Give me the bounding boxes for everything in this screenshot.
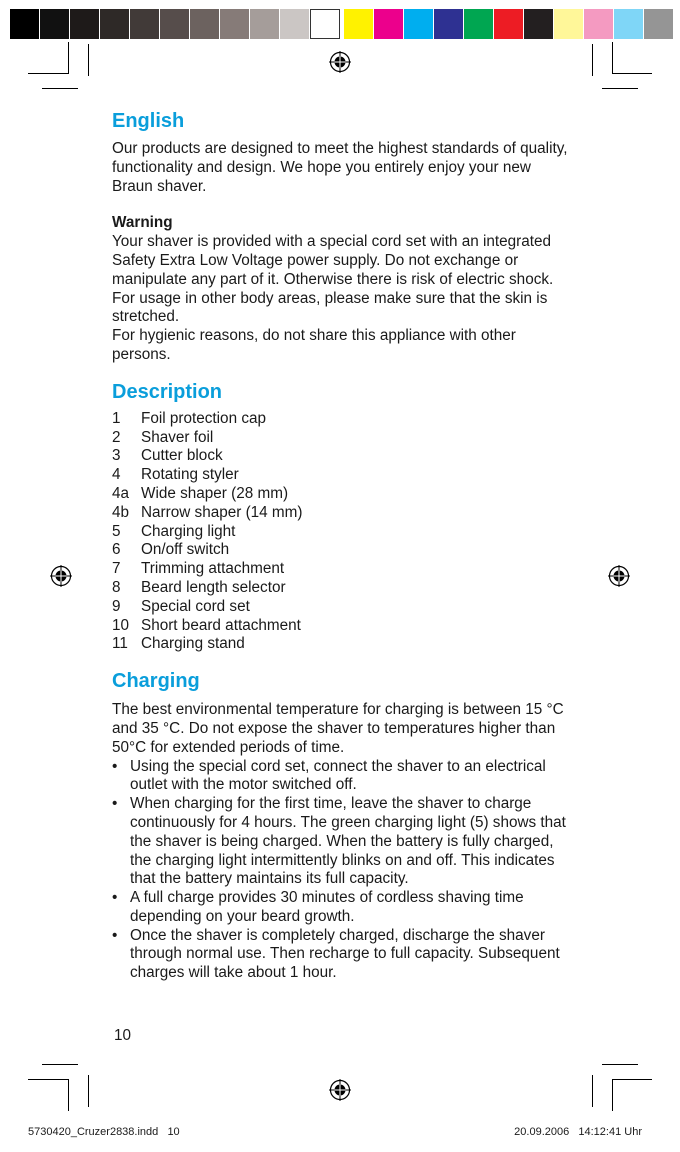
- bullet-item: [112, 758, 572, 796]
- crop-mark: [68, 42, 69, 74]
- item-number: 9: [112, 597, 121, 615]
- manual-page-content: [112, 108, 572, 983]
- color-bar-grayscale: [10, 9, 340, 39]
- footer-file-info: 5730420_Cruzer2838.indd 10: [28, 1126, 180, 1138]
- item-label: Beard length selector: [141, 578, 286, 596]
- color-swatch: [100, 9, 130, 39]
- description-item: [112, 579, 572, 598]
- item-label: Short beard attachment: [141, 616, 301, 634]
- description-item: [112, 410, 572, 429]
- description-item: [112, 447, 572, 466]
- description-item: [112, 541, 572, 560]
- description-item: [112, 635, 572, 654]
- crop-mark: [88, 1075, 89, 1107]
- item-label: Narrow shaper (14 mm): [141, 503, 303, 521]
- item-number: 3: [112, 447, 121, 465]
- color-swatch: [404, 9, 434, 39]
- color-swatch: [644, 9, 674, 39]
- crop-mark: [602, 1064, 638, 1065]
- item-number: 8: [112, 578, 121, 596]
- item-number: 5: [112, 522, 121, 540]
- bullet-text: When charging for the first time, leave the shaver to charge continuously for 4 hours. The green charging light (5) shows that the shaver is being charged. When the battery is fully charged, the charging light intermittently blinks on and off. This indicates that the battery maintains its full capacity.: [130, 795, 566, 888]
- bullet-icon: •: [112, 926, 118, 944]
- heading-english: English: [112, 110, 185, 132]
- description-item: [112, 617, 572, 636]
- warning-title: Warning: [112, 214, 173, 232]
- item-label: Rotating styler: [141, 466, 239, 484]
- color-swatch: [434, 9, 464, 39]
- item-label: Wide shaper (28 mm): [141, 484, 289, 502]
- crop-mark: [28, 1079, 68, 1080]
- page-number: 10: [114, 1027, 132, 1044]
- description-item: [112, 504, 572, 523]
- item-label: On/off switch: [141, 541, 230, 559]
- warning-paragraph: Your shaver is provided with a special cord set with an integrated Safety Extra Low Voltage power supply. Do not exchange or manipulate any part of it. Otherwise there is risk of electric shock.: [112, 233, 554, 288]
- registration-mark-icon: [50, 565, 72, 587]
- color-swatch: [130, 9, 160, 39]
- bullet-icon: •: [112, 889, 118, 907]
- color-swatch: [70, 9, 100, 39]
- item-number: 4a: [112, 484, 130, 502]
- color-swatch: [614, 9, 644, 39]
- bullet-text: A full charge provides 30 minutes of cordless shaving time depending on your beard growth.: [130, 889, 524, 925]
- color-swatch: [10, 9, 40, 39]
- item-label: Special cord set: [141, 597, 250, 615]
- color-swatch: [280, 9, 310, 39]
- footer-timestamp: 20.09.2006 14:12:41 Uhr: [514, 1126, 642, 1138]
- color-swatch: [220, 9, 250, 39]
- item-label: Foil protection cap: [141, 409, 266, 427]
- crop-mark: [68, 1079, 69, 1111]
- description-list: [112, 410, 572, 654]
- color-swatch: [554, 9, 584, 39]
- color-swatch: [250, 9, 280, 39]
- color-bar-process: [344, 9, 674, 39]
- crop-mark: [28, 73, 68, 74]
- item-label: Shaver foil: [141, 428, 214, 446]
- crop-mark: [42, 1064, 78, 1065]
- bullet-text: Once the shaver is completely charged, discharge the shaver through normal use. Then recharge to full capacity. Subsequent charges will take about 1 hour.: [130, 926, 560, 982]
- description-item: [112, 523, 572, 542]
- color-swatch: [374, 9, 404, 39]
- intro-paragraph: Our products are designed to meet the highest standards of quality, functionality and design. We hope you entirely enjoy your new Braun shaver.: [112, 140, 568, 195]
- item-label: Charging light: [141, 522, 236, 540]
- warning-paragraph: For hygienic reasons, do not share this appliance with other persons.: [112, 327, 516, 363]
- color-swatch: [310, 9, 340, 39]
- item-number: 6: [112, 541, 121, 559]
- charging-intro: The best environmental temperature for charging is between 15 °C and 35 °C. Do not expose the shaver to temperatures higher than 50°C for extended periods of time.: [112, 701, 564, 756]
- description-item: [112, 560, 572, 579]
- crop-mark: [612, 1079, 652, 1080]
- registration-mark-icon: [329, 1079, 351, 1101]
- crop-mark: [602, 88, 638, 89]
- item-number: 1: [112, 409, 121, 427]
- bullet-item: [112, 927, 572, 983]
- charging-bullet-list: [112, 758, 572, 984]
- color-swatch: [584, 9, 614, 39]
- crop-mark: [592, 1075, 593, 1107]
- item-number: 4: [112, 466, 121, 484]
- bullet-item: [112, 795, 572, 889]
- color-swatch: [494, 9, 524, 39]
- color-swatch: [344, 9, 374, 39]
- item-number: 7: [112, 560, 121, 578]
- color-swatch: [190, 9, 220, 39]
- crop-mark: [42, 88, 78, 89]
- item-number: 11: [112, 635, 128, 653]
- color-swatch: [160, 9, 190, 39]
- registration-mark-icon: [329, 51, 351, 73]
- item-number: 4b: [112, 503, 130, 521]
- item-label: Charging stand: [141, 635, 245, 653]
- bullet-icon: •: [112, 795, 118, 813]
- description-item: [112, 429, 572, 448]
- heading-charging: Charging: [112, 670, 200, 693]
- crop-mark: [612, 1079, 613, 1111]
- registration-mark-icon: [608, 565, 630, 587]
- description-item: [112, 466, 572, 485]
- color-swatch: [464, 9, 494, 39]
- description-item: [112, 485, 572, 504]
- crop-mark: [612, 73, 652, 74]
- crop-mark: [88, 44, 89, 76]
- color-swatch: [40, 9, 70, 39]
- item-label: Trimming attachment: [141, 560, 285, 578]
- item-number: 2: [112, 428, 121, 446]
- item-label: Cutter block: [141, 447, 223, 465]
- item-number: 10: [112, 616, 130, 634]
- heading-description: Description: [112, 380, 223, 403]
- bullet-icon: •: [112, 757, 118, 775]
- description-item: [112, 598, 572, 617]
- bullet-item: [112, 889, 572, 927]
- warning-paragraph: For usage in other body areas, please make sure that the skin is stretched.: [112, 289, 548, 326]
- crop-mark: [612, 42, 613, 74]
- warning-section: [112, 214, 572, 364]
- crop-mark: [592, 44, 593, 76]
- color-swatch: [524, 9, 554, 39]
- bullet-text: Using the special cord set, connect the shaver to an electrical outlet with the motor switched off.: [130, 757, 546, 794]
